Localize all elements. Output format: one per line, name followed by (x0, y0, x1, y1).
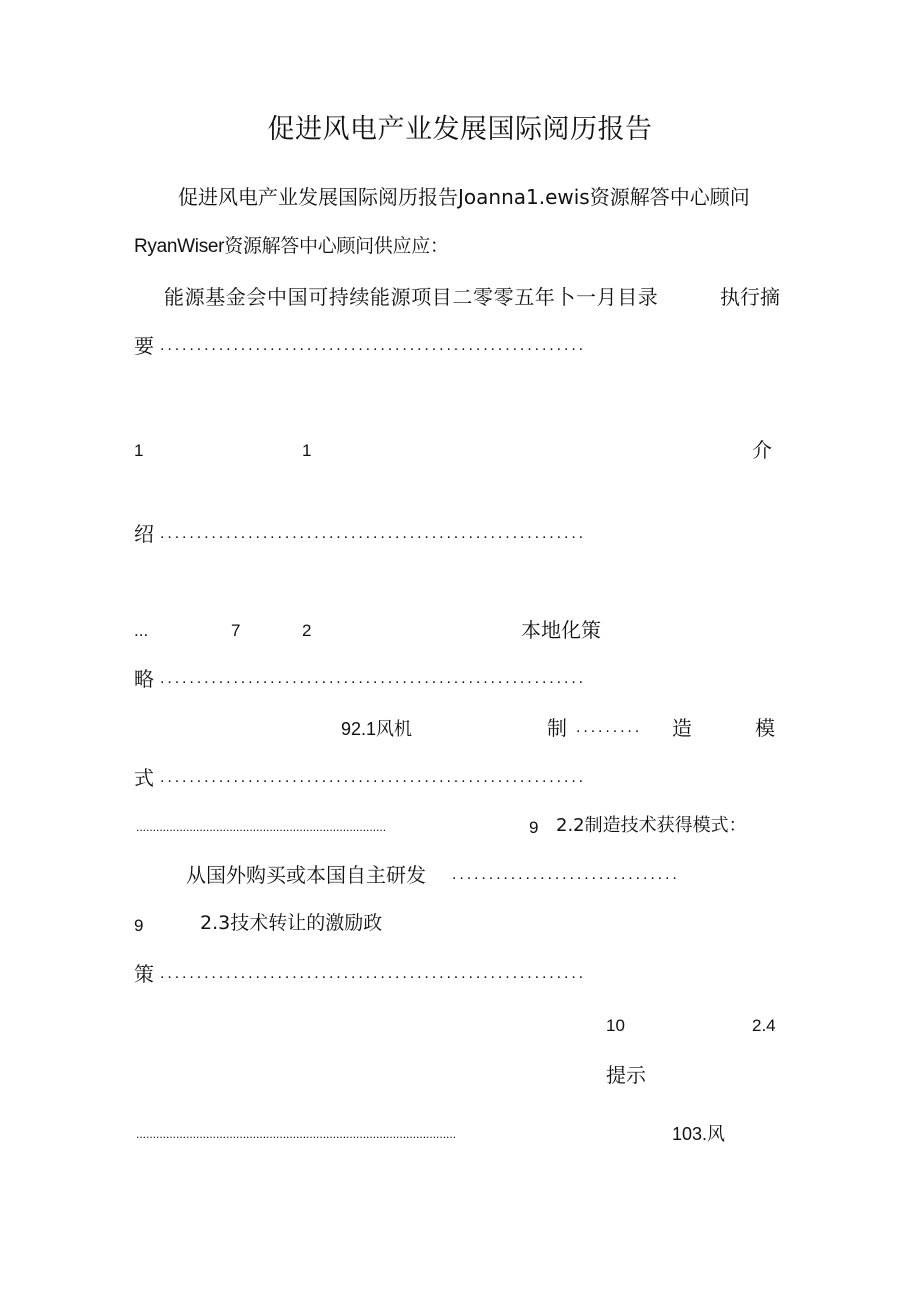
dot-leader: .......................................................... (160, 965, 587, 982)
dot-leader-short: ......... (576, 719, 643, 736)
toc-heading: 能源基金会中国可持续能源项目二零零五年卜一月目录 (164, 285, 659, 309)
dot-leader: .......................................................... (160, 769, 587, 786)
toc-page-num: 7 (231, 621, 241, 640)
toc-lue: 略 (134, 667, 154, 691)
intro-line-2: RyanWiser资源解答中心顾问供应应： (134, 236, 449, 257)
toc-page-num: 9 (529, 818, 539, 837)
toc-shao: 绍 (134, 522, 154, 546)
toc-2-1: 92.1风机 (341, 719, 413, 739)
toc-2-2: 2.2制造技术获得模式： (556, 815, 747, 836)
toc-2-3: 2.3技术转让的激励政 (200, 912, 383, 934)
dot-leader: .......................................................... (160, 670, 587, 687)
toc-page-num: 10 (606, 1016, 625, 1035)
dense-leader: ........................................................................... (136, 820, 387, 834)
toc-section-num: 1 (302, 441, 312, 460)
toc-ellipsis: ... (134, 621, 149, 640)
toc-zao: 造 (672, 716, 692, 740)
toc-localization: 本地化策 (521, 618, 601, 642)
toc-mo: 模 (755, 716, 775, 740)
toc-shi: 式 (134, 766, 154, 790)
toc-buy-or-develop: 从国外购买或本国自主研发 (186, 863, 426, 887)
toc-page-num: 9 (134, 916, 144, 935)
dot-leader: .......................................................... (160, 525, 587, 542)
toc-3: 103.风 (672, 1124, 726, 1144)
toc-zhi: 制 (547, 716, 567, 740)
toc-ce: 策 (134, 962, 154, 986)
document-title: 促进风电产业发展国际阅历报告 (267, 114, 653, 145)
toc-jie: 介 (752, 438, 772, 462)
toc-section-num: 2 (302, 621, 312, 640)
dot-leader: .......................................................... (160, 337, 587, 354)
intro-line-1: 促进风电产业发展国际阅历报告Joanna1.ewis资源解答中心顾问 (178, 185, 750, 209)
toc-page-num: 1 (134, 441, 144, 460)
toc-yao: 要 (134, 334, 154, 358)
dense-leader: ................................................................................................ (136, 1127, 457, 1141)
toc-section-num: 2.4 (752, 1016, 776, 1035)
dot-leader-short: ............................... (452, 866, 680, 883)
toc-tishi: 提示 (606, 1063, 646, 1087)
toc-exec-summary: 执行摘 (720, 285, 780, 309)
